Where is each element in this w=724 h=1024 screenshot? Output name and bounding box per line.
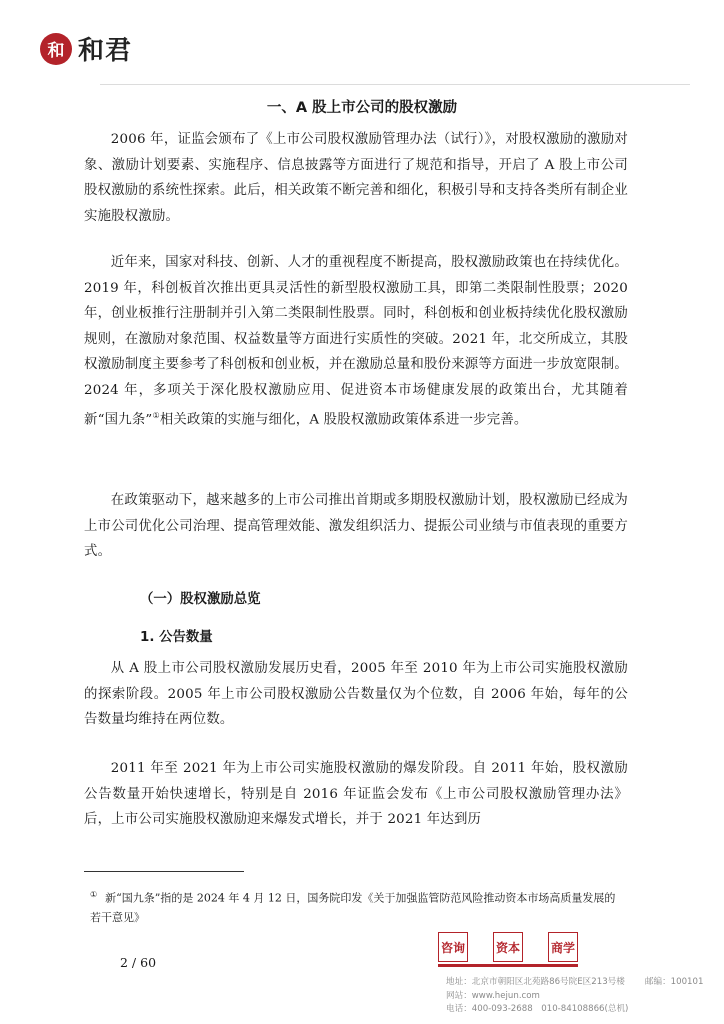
paragraph-explosion-stage: 2011 年至 2021 年为上市公司实施股权激励的爆发阶段。自 2011 年始，股权激励公告数量开始快速增长，特别是自 2016 年证监会发布《上市公司股权激励管理办法》后，上市公司实施股权激励迎来爆发式增长，并于 2021 年达到历 [84, 761, 628, 827]
contact-info [446, 976, 703, 1017]
contact-address: 地址：北京市朝阳区北苑路86号院E区213号楼 [446, 977, 625, 987]
subheading-announcement-count: 1. 公告数量 [140, 630, 213, 645]
page-number: 2 / 60 [120, 955, 157, 970]
stamp-band [438, 964, 578, 967]
contact-phone: 电话：400-093-2688 010-84108866(总机) [446, 1004, 629, 1014]
contact-postcode: 邮编：100101 [644, 977, 704, 987]
company-logo [40, 30, 132, 67]
footnote-reference[interactable]: ① [152, 411, 160, 420]
footnote-text: 新“国九条”指的是 2024 年 4 月 12 日，国务院印发《关于加强监管防范风险推动资本市场高质量发展的若干意见》 [90, 891, 616, 924]
footnote-separator [84, 871, 244, 872]
stamp-capital [493, 932, 523, 962]
logo-seal-icon: 和 [40, 33, 72, 65]
stamp-business-school-text: 商学 [550, 940, 575, 955]
contact-address-row [446, 976, 703, 990]
header-divider [100, 84, 690, 85]
stamp-consulting [438, 932, 468, 962]
section-title: 一、A 股上市公司的股权激励 [266, 100, 458, 116]
stamp-consulting-text: 咨询 [440, 940, 465, 955]
footnote-mark: ① [90, 890, 98, 899]
paragraph-policy-history: 2006 年，证监会颁布了《上市公司股权激励管理办法（试行）》，对股权激励的激励对象、激励计划要素、实施程序、信息披露等方面进行了规范和指导，开启了 A 股上市公司股权激励的系统性探索。此后，相关政策不断完善和细化，积极引导和支持各类所有制企业实施股权激励。 [84, 132, 628, 224]
paragraph-recent-policy [84, 250, 628, 433]
contact-website[interactable]: 网站：www.hejun.com [446, 990, 540, 1001]
logo-wordmark: 和君 [78, 36, 133, 66]
paragraph-exploration-stage: 从 A 股上市公司股权激励发展历史看，2005 年至 2010 年为上市公司实施股权激励的探索阶段。2005 年上市公司股权激励公告数量仅为个位数，自 2006 年始，每年的公告数量均维持在两位数。 [84, 661, 628, 727]
subheading-overview: （一）股权激励总览 [140, 592, 261, 607]
paragraph-recent-policy-text-end: 相关政策的实施与细化，A 股股权激励政策体系进一步完善。 [159, 412, 528, 428]
paragraph-policy-driven: 在政策驱动下，越来越多的上市公司推出首期或多期股权激励计划，股权激励已经成为上市公司优化公司治理、提高管理效能、激发组织活力、提振公司业绩与市值表现的重要方式。 [84, 493, 628, 559]
brand-stamp [438, 932, 578, 962]
footnote [90, 885, 620, 927]
paragraph-recent-policy-text: 近年来，国家对科技、创新、人才的重视程度不断提高，股权激励政策也在持续优化。2019 年，科创板首次推出更具灵活性的新型股权激励工具，即第二类限制性股票；2020 年，创业板推行注册制并引入第二类限制性股票。同时，科创板和创业板持续优化股权激励规则，在激励对象范围、权益数量等方面进行实质性的突破。2021 年，北交所成立，其股权激励制度主要参考了科创板和创业板，并在激励总量和股份来源等方面进一步放宽限制。2024 年，多项关于深化股权激励应用、促进资本市场健康发展的政策出台，尤其随着新“国九条” [84, 255, 628, 428]
stamp-capital-text: 资本 [495, 940, 520, 955]
stamp-business-school [548, 932, 578, 962]
